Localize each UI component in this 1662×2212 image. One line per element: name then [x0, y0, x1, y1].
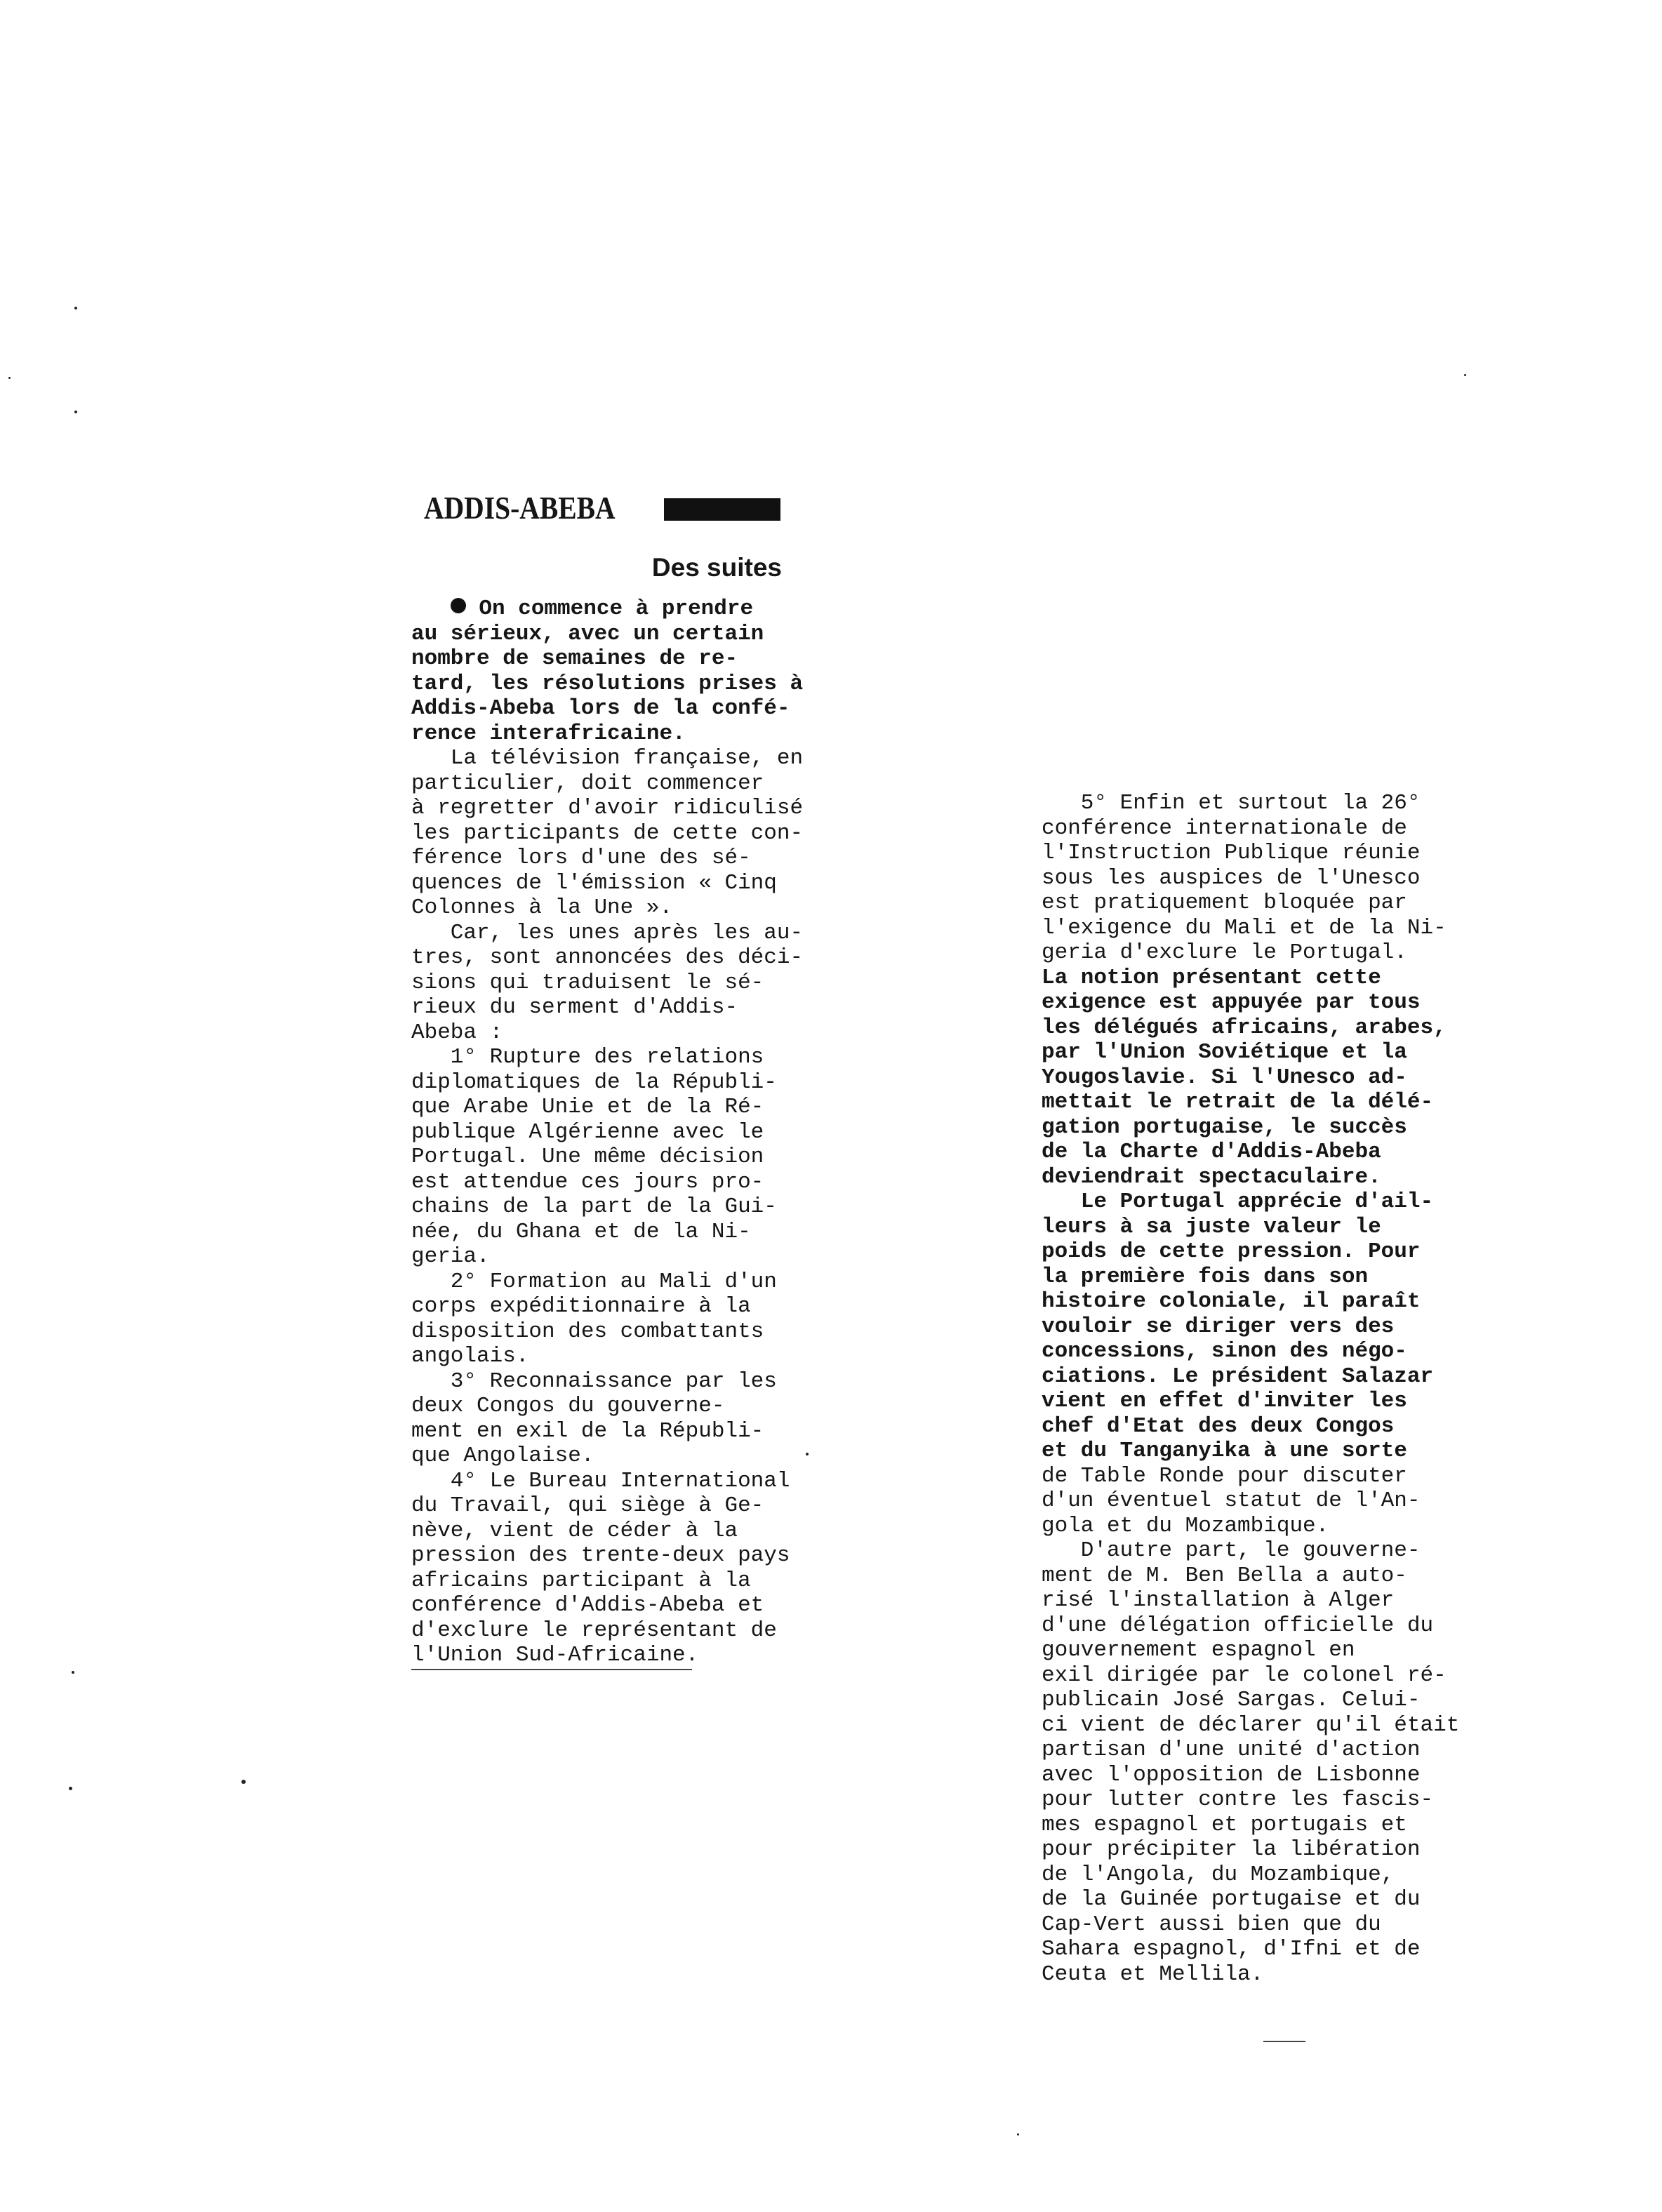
text-line: 1° Rupture des relations	[411, 1045, 764, 1070]
text-line: nève, vient de céder à la	[411, 1518, 738, 1543]
text-line: nombre de semaines de re-	[411, 646, 738, 671]
text-line: que Angolaise.	[411, 1444, 594, 1468]
text-line: du Travail, qui siège à Ge-	[411, 1493, 764, 1518]
text-line: publicain José Sargas. Celui-	[1042, 1688, 1421, 1712]
text-line: que Arabe Unie et de la Ré-	[411, 1095, 764, 1119]
text-line: ciations. Le président Salazar	[1042, 1364, 1434, 1389]
text-line: publique Algérienne avec le	[411, 1119, 764, 1145]
text-line: concessions, sinon des négo-	[1042, 1339, 1407, 1364]
heading-black-bar	[664, 498, 780, 521]
text-line: africains participant à la	[411, 1568, 751, 1593]
text-line: gola et du Mozambique.	[1042, 1513, 1329, 1538]
text-line: au sérieux, avec un certain	[411, 621, 764, 646]
text-line: d'exclure le représentant de	[411, 1618, 777, 1643]
text-line: La notion présentant cette	[1042, 965, 1381, 990]
text-line: sous les auspices de l'Unesco	[1042, 865, 1421, 891]
text-line: née, du Ghana et de la Ni-	[411, 1219, 751, 1244]
scan-speck	[1017, 2133, 1019, 2136]
text-line: l'Union Sud-Africaine.	[411, 1643, 699, 1667]
text-line: est attendue ces jours pro-	[411, 1169, 764, 1194]
text-line: par l'Union Soviétique et la	[1042, 1040, 1407, 1065]
text-line: particulier, doit commencer	[411, 771, 764, 796]
text-line: avec l'opposition de Lisbonne	[1042, 1762, 1421, 1787]
text-line: sions qui traduisent le sé-	[411, 970, 764, 995]
scan-speck	[74, 307, 77, 309]
text-line: angolais.	[411, 1344, 529, 1368]
text-line: chains de la part de la Gui-	[411, 1194, 777, 1219]
text-line: tres, sont annoncées des déci-	[411, 945, 804, 970]
scan-speck	[1464, 374, 1466, 376]
bullet-icon	[451, 598, 466, 613]
text-line: leurs à sa juste valeur le	[1042, 1214, 1381, 1239]
text-line: 4° Le Bureau International	[411, 1468, 790, 1493]
scan-speck	[72, 1671, 74, 1674]
text-line: deux Congos du gouverne-	[411, 1394, 725, 1418]
text-line: gouvernement espagnol en	[1042, 1638, 1355, 1663]
text-line: disposition des combattants	[411, 1319, 764, 1344]
text-line: rieux du serment d'Addis-	[411, 995, 738, 1020]
article-column-left	[411, 597, 803, 1668]
text-line: partisan d'une unité d'action	[1042, 1738, 1421, 1762]
text-line: 2° Formation au Mali d'un	[411, 1269, 777, 1294]
text-line: pour lutter contre les fascis-	[1042, 1787, 1434, 1812]
text-line: ment en exil de la Républi-	[411, 1418, 764, 1444]
text-line: vouloir se diriger vers des	[1042, 1314, 1395, 1339]
text-line: Abeba :	[411, 1020, 503, 1045]
scan-speck	[8, 377, 11, 379]
text-line: est pratiquement bloquée par	[1042, 891, 1407, 915]
text-line: l'Instruction Publique réunie	[1042, 841, 1421, 865]
text-line: geria d'exclure le Portugal.	[1042, 940, 1407, 965]
text-line: poids de cette pression. Pour	[1042, 1239, 1421, 1264]
text-line: tard, les résolutions prises à	[411, 671, 804, 696]
text-line: d'un éventuel statut de l'An-	[1042, 1488, 1421, 1513]
end-rule-left	[411, 1669, 692, 1670]
text-line: la première fois dans son	[1042, 1264, 1369, 1289]
text-line: et du Tanganyika à une sorte	[1042, 1439, 1407, 1463]
text-line: mes espagnol et portugais et	[1042, 1812, 1407, 1837]
text-line: histoire coloniale, il paraît	[1042, 1289, 1421, 1314]
text-line: l'exigence du Mali et de la Ni-	[1042, 915, 1447, 940]
scan-speck	[69, 1787, 72, 1790]
scan-speck	[241, 1780, 246, 1784]
text-line: D'autre part, le gouverne-	[1042, 1538, 1421, 1563]
text-line: de Table Ronde pour discuter	[1042, 1463, 1407, 1488]
text-line: Addis-Abeba lors de la confé-	[411, 696, 790, 721]
text-line: les délégués africains, arabes,	[1042, 1015, 1447, 1040]
text-line: conférence internationale de	[1042, 815, 1407, 841]
text-line	[411, 597, 803, 622]
text-line: pression des trente-deux pays	[411, 1543, 790, 1568]
text-line: chef d'Etat des deux Congos	[1042, 1413, 1395, 1439]
text-line: Car, les unes après les au-	[411, 920, 804, 945]
text-line: conférence d'Addis-Abeba et	[411, 1593, 764, 1618]
article-column-right	[1042, 791, 1459, 1987]
text-line: 5° Enfin et surtout la 26°	[1042, 791, 1421, 815]
text-line: 3° Reconnaissance par les	[411, 1368, 777, 1394]
text-line: de la Charte d'Addis-Abeba	[1042, 1140, 1381, 1164]
article-heading: ADDIS-ABEBA	[424, 490, 616, 526]
text-line: exigence est appuyée par tous	[1042, 990, 1421, 1015]
scan-speck	[74, 411, 77, 413]
text-line: Sahara espagnol, d'Ifni et de	[1042, 1937, 1421, 1961]
text-line: Colonnes à la Une ».	[411, 895, 673, 920]
text-line: diplomatiques de la Républi-	[411, 1070, 777, 1095]
scan-speck	[806, 1453, 809, 1455]
article-header	[424, 488, 782, 531]
text-line: gation portugaise, le succès	[1042, 1114, 1407, 1140]
text-line: vient en effet d'inviter les	[1042, 1389, 1407, 1413]
text-line: ci vient de déclarer qu'il était	[1042, 1712, 1460, 1738]
text-line: mettait le retrait de la délé-	[1042, 1090, 1434, 1114]
text-line: les participants de cette con-	[411, 820, 804, 846]
text-line: Ceuta et Mellila.	[1042, 1961, 1264, 1987]
text-line: férence lors d'une des sé-	[411, 846, 751, 870]
text-line: La télévision française, en	[411, 746, 804, 771]
text-line: d'une délégation officielle du	[1042, 1613, 1434, 1638]
text-line: Portugal. Une même décision	[411, 1145, 764, 1169]
text-line: à regretter d'avoir ridiculisé	[411, 796, 804, 820]
end-rule-right	[1263, 2041, 1305, 2042]
text-line: de l'Angola, du Mozambique,	[1042, 1862, 1395, 1887]
text-line: de la Guinée portugaise et du	[1042, 1887, 1421, 1912]
article-subheading: Des suites	[651, 553, 782, 582]
text-line: exil dirigée par le colonel ré-	[1042, 1663, 1447, 1688]
text-line: ment de M. Ben Bella a auto-	[1042, 1563, 1407, 1588]
text-line: pour précipiter la libération	[1042, 1837, 1421, 1862]
text-line: geria.	[411, 1244, 490, 1269]
text-line: Le Portugal apprécie d'ail-	[1042, 1190, 1434, 1214]
text-line-content: On commence à prendre	[465, 597, 754, 621]
text-line: risé l'installation à Alger	[1042, 1588, 1395, 1613]
text-line: rence interafricaine.	[411, 721, 686, 746]
text-line: Cap-Vert aussi bien que du	[1042, 1912, 1381, 1937]
text-line: deviendrait spectaculaire.	[1042, 1164, 1381, 1190]
text-line: Yougoslavie. Si l'Unesco ad-	[1042, 1065, 1407, 1090]
text-line: corps expéditionnaire à la	[411, 1294, 751, 1319]
text-line: quences de l'émission « Cinq	[411, 870, 777, 895]
